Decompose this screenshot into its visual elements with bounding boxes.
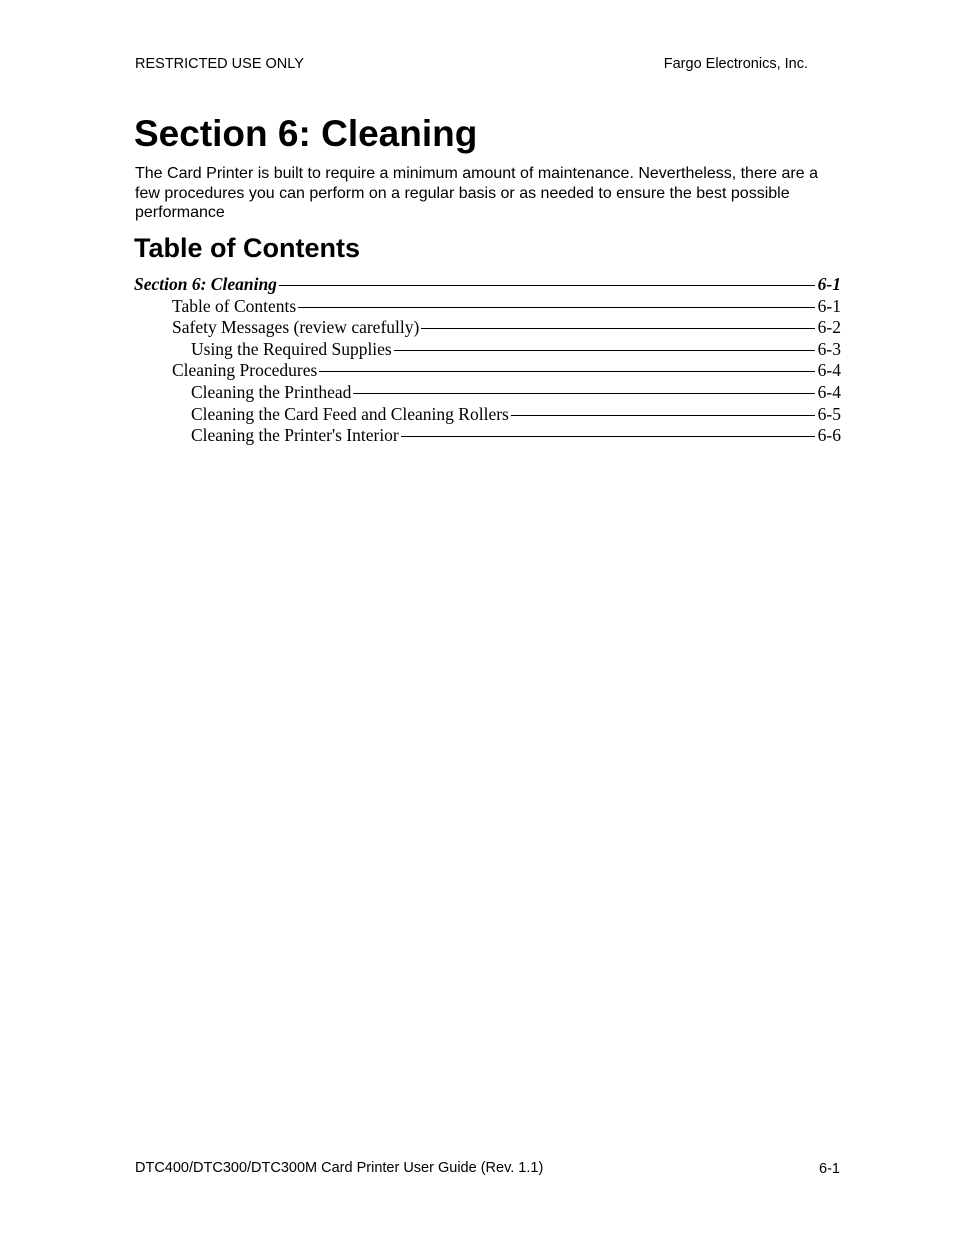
toc-entry[interactable] (134, 296, 841, 318)
toc-leader-line (401, 436, 815, 437)
footer-page-number: 6-1 (819, 1161, 840, 1177)
toc-leader-line (319, 371, 814, 372)
toc-entry-page: 6-1 (817, 295, 841, 316)
toc-entry-text: Table of Contents (172, 295, 297, 316)
header-restricted-notice: RESTRICTED USE ONLY (135, 56, 304, 72)
toc-entry-page: 6-1 (817, 274, 841, 294)
toc-entry[interactable] (134, 274, 841, 296)
footer-guide-title: DTC400/DTC300/DTC300M Card Printer User Guide (Rev. 1.1) (135, 1160, 544, 1176)
toc-leader-line (511, 415, 815, 416)
toc-entry-text: Cleaning the Printhead (191, 381, 352, 402)
toc-entry-text: Using the Required Supplies (191, 338, 392, 359)
table-of-contents (134, 274, 841, 447)
toc-entry[interactable] (134, 360, 841, 382)
toc-entry-text: Cleaning Procedures (172, 360, 318, 381)
toc-entry[interactable] (134, 404, 841, 426)
toc-entry-page: 6-5 (817, 403, 841, 424)
toc-entry-text: Safety Messages (review carefully) (172, 317, 420, 338)
toc-entry-page: 6-2 (817, 317, 841, 338)
toc-entry-page: 6-3 (817, 338, 841, 359)
toc-entry[interactable] (134, 339, 841, 361)
toc-entry-text: Cleaning the Printer's Interior (191, 425, 399, 446)
toc-entry-page: 6-4 (817, 360, 841, 381)
toc-entry[interactable] (134, 425, 841, 447)
intro-paragraph: The Card Printer is built to require a minimum amount of maintenance. Nevertheless, there are a few procedures you can perform on a regular basis or as needed to ensure the best possible performance (135, 165, 818, 221)
toc-entry-page: 6-6 (817, 425, 841, 446)
toc-entry[interactable] (134, 317, 841, 339)
toc-entry[interactable] (134, 382, 841, 404)
header-company-name: Fargo Electronics, Inc. (663, 56, 808, 72)
toc-leader-line (298, 307, 815, 308)
toc-entry-page: 6-4 (817, 381, 841, 402)
toc-leader-line (421, 328, 814, 329)
toc-entry-text: Section 6: Cleaning (134, 274, 277, 294)
toc-heading: Table of Contents (134, 233, 360, 263)
page-title: Section 6: Cleaning (134, 113, 478, 154)
toc-leader-line (353, 393, 814, 394)
toc-entry-text: Cleaning the Card Feed and Cleaning Rollers (191, 403, 509, 424)
toc-leader-line (394, 350, 815, 351)
toc-leader-line (279, 285, 815, 286)
